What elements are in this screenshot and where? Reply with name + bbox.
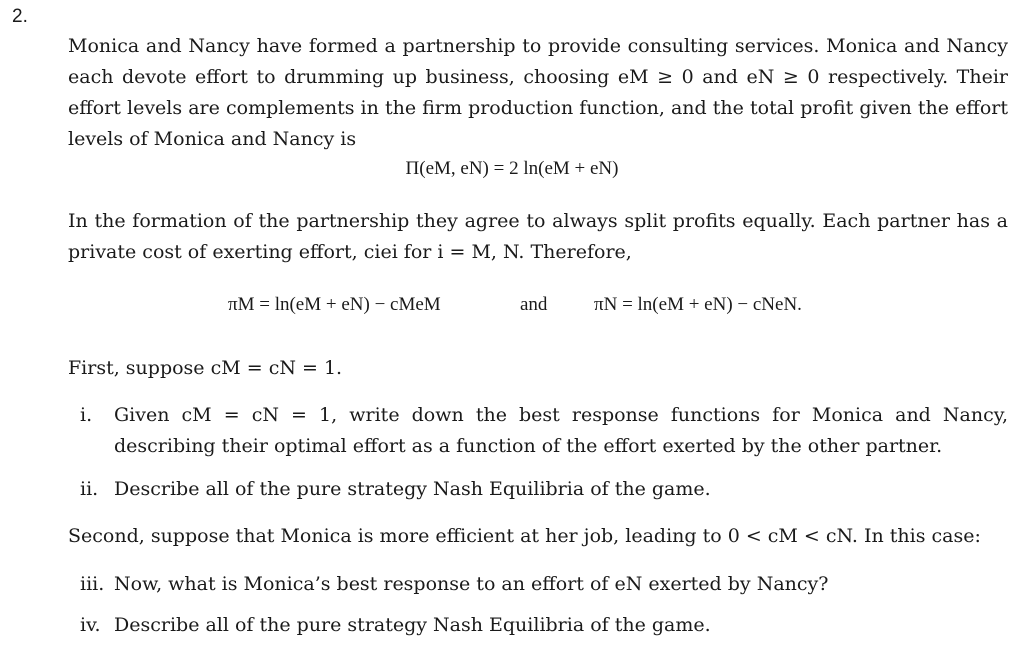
question-item-iv — [80, 610, 1008, 641]
question-item-i — [80, 400, 1008, 462]
and-connector: and — [520, 294, 548, 315]
profit-equation: Π(eM, eN) = 2 ln(eM + eN) — [405, 158, 619, 179]
nancy-payoff-equation: πN = ln(eM + eN) − cNeN. — [594, 294, 802, 315]
item-text: Now, what is Monica’s best response to an effort of eN exerted by Nancy? — [114, 573, 829, 595]
question-item-iii — [80, 569, 1008, 600]
second-case-statement: Second, suppose that Monica is more efficient at her job, leading to 0 < cM < cN. In this case: — [68, 525, 981, 547]
first-case-statement: First, suppose cM = cN = 1. — [68, 357, 343, 379]
monica-payoff-equation: πM = ln(eM + eN) − cMeM — [228, 294, 441, 315]
item-numeral: iii. — [80, 573, 105, 595]
item-text: Describe all of the pure strategy Nash Equilibria of the game. — [114, 478, 711, 500]
item-text: Given cM = cN = 1, write down the best response functions for Monica and Nancy, describing their optimal effort as a function of the effort exerted by the other partner. — [114, 404, 1008, 457]
item-numeral: ii. — [80, 478, 99, 500]
item-text: Describe all of the pure strategy Nash Equilibria of the game. — [114, 614, 711, 636]
intro-paragraph: Monica and Nancy have formed a partnership to provide consulting services. Monica and Nancy each devote effort to drumming up business, choosing eM ≥ 0 and eN ≥ 0 respectively. Their effort levels are complements in the firm production function, and the total profit given the effort levels of Monica and Nancy is — [68, 35, 1008, 150]
question-number: 2. — [12, 6, 28, 27]
item-numeral: i. — [80, 404, 93, 426]
profit-split-paragraph: In the formation of the partnership they agree to always split profits equally. Each partner has a private cost of exerting effort, ciei for i = M, N. Therefore, — [68, 210, 1008, 263]
item-numeral: iv. — [80, 614, 101, 636]
question-item-ii — [80, 474, 1008, 505]
